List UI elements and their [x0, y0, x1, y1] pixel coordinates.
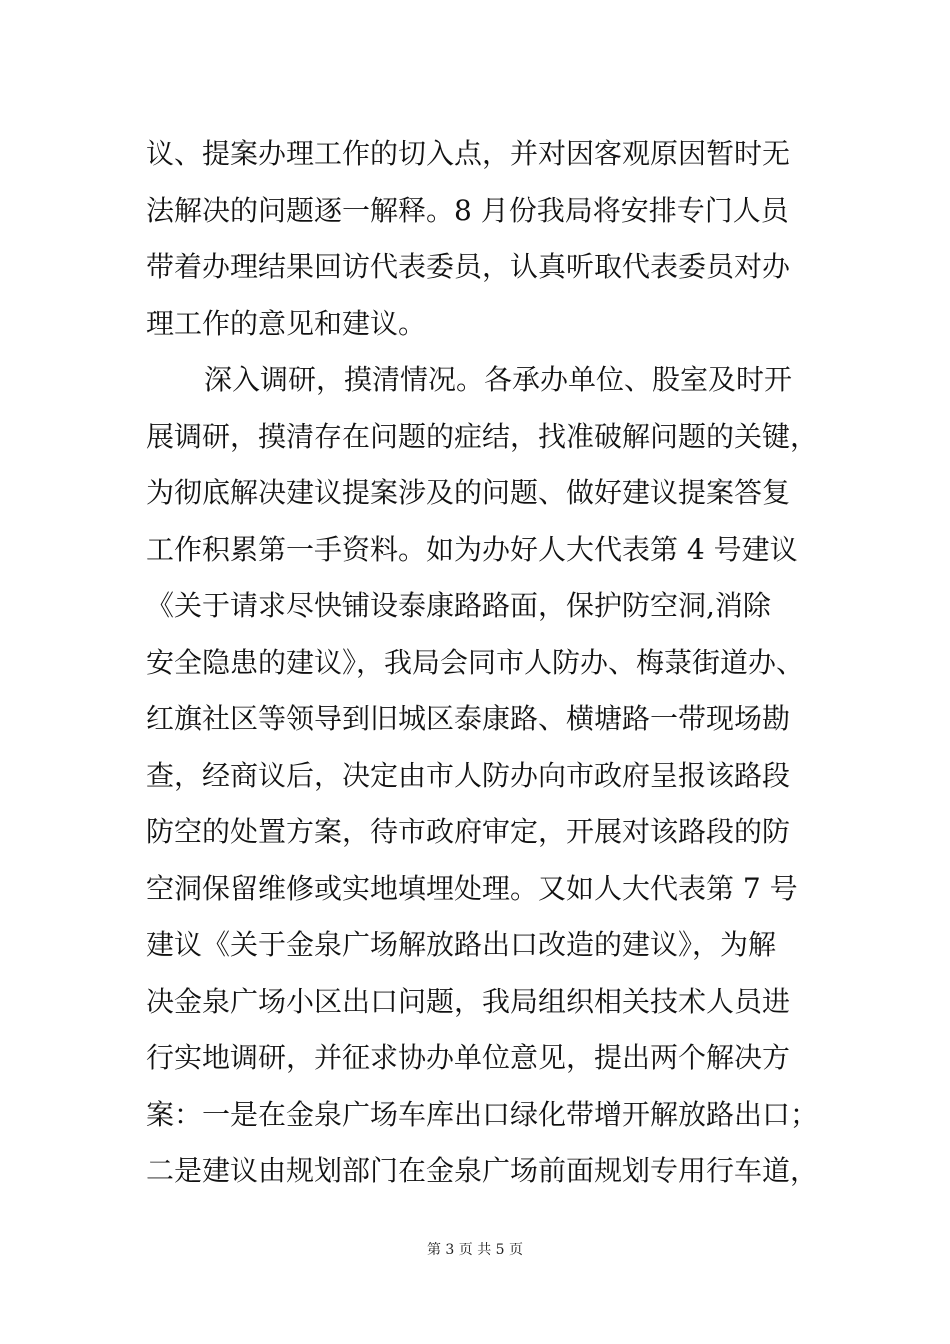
text-line: 空洞保留维修或实地填埋处理。又如人大代表第 7 号	[146, 871, 798, 905]
text-line: 展调研，摸清存在问题的症结，找准破解问题的关键，	[146, 419, 819, 453]
text-line: 决金泉广场小区出口问题，我局组织相关技术人员进	[146, 984, 791, 1018]
body-text	[146, 126, 826, 1200]
text-line: 为彻底解决建议提案涉及的问题、做好建议提案答复	[146, 476, 791, 509]
text-line: 红旗社区等领导到旧城区泰康路、横塘路一带现场勘	[146, 702, 791, 735]
text-line: 工作积累第一手资料。如为办好人大代表第 4 号建议	[146, 532, 798, 566]
text-line: 案：一是在金泉广场车库出口绿化带增开解放路出口；	[146, 1097, 819, 1131]
text-line: 理工作的意见和建议。	[146, 306, 427, 340]
page-footer: 第 3 页 共 5 页	[426, 1242, 524, 1258]
text-line: 行实地调研，并征求协办单位意见，提出两个解决方	[146, 1041, 791, 1074]
text-line: 查，经商议后，决定由市人防办向市政府呈报该路段	[146, 758, 791, 792]
text-line: 防空的处置方案，待市政府审定，开展对该路段的防	[146, 815, 791, 848]
text-line: 安全隐患的建议》，我局会同市人防办、梅菉街道办、	[146, 645, 805, 679]
text-line: 法解决的问题逐一解释。8 月份我局将安排专门人员	[146, 193, 789, 227]
paragraph-first-line: 深入调研，摸清情况。各承办单位、股室及时开	[204, 363, 793, 396]
text-line: 二是建议由规划部门在金泉广场前面规划专用行车道，	[146, 1154, 819, 1187]
text-line: 议、提案办理工作的切入点，并对因客观原因暂时无	[146, 137, 791, 170]
text-line: 建议《关于金泉广场解放路出口改造的建议》，为解	[146, 928, 777, 961]
text-line: 《关于请求尽快铺设泰康路路面，保护防空洞,消除	[146, 589, 771, 622]
text-line: 带着办理结果回访代表委员，认真听取代表委员对办	[146, 250, 791, 283]
